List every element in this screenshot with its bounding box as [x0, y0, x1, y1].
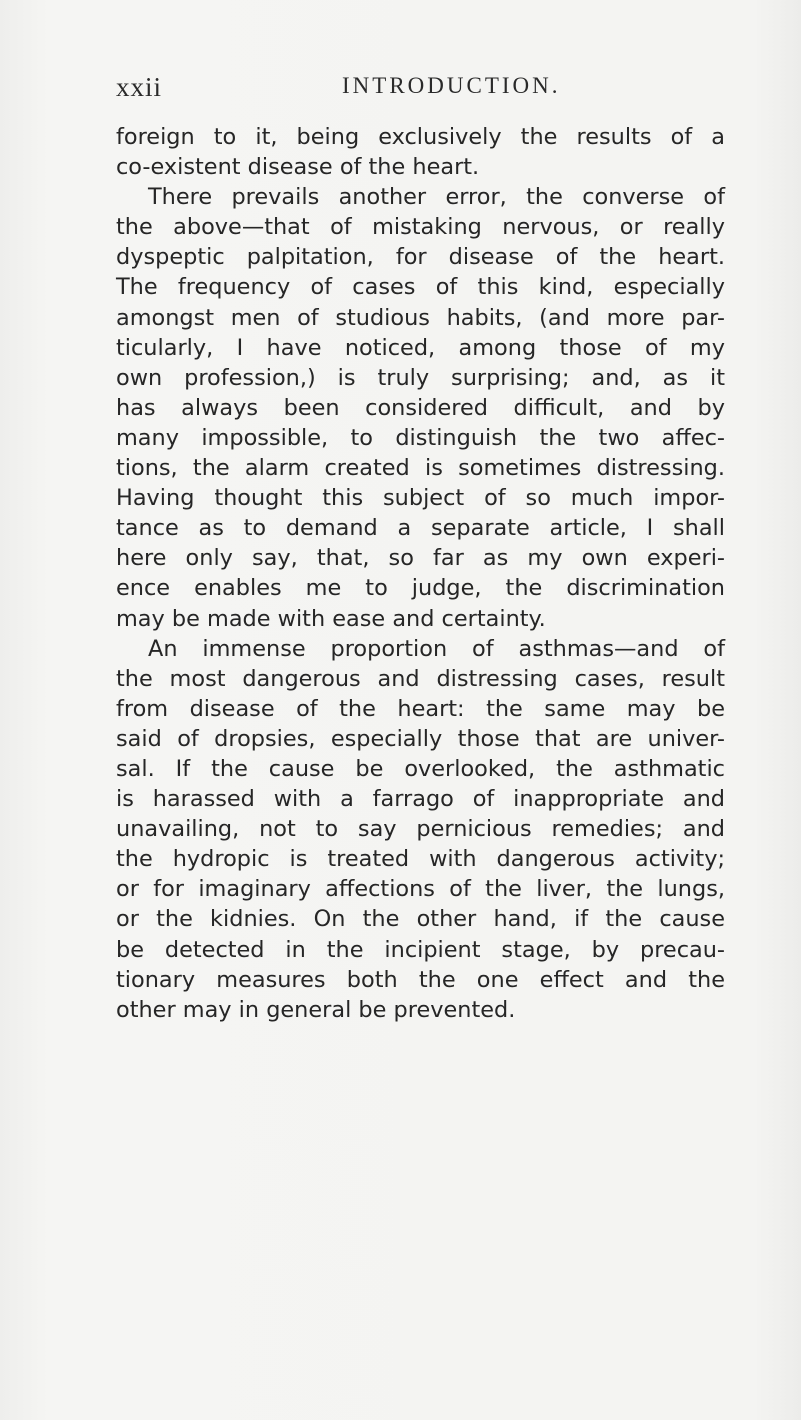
text-line: foreign to it, being exclusively the results of a — [116, 124, 725, 150]
paragraph-first-line: An immense proportion of asthmas—and of — [148, 635, 725, 662]
text-line: from disease of the heart: the same may be — [116, 695, 725, 722]
text-line: is harassed with a farrago of inappropriate and — [116, 786, 725, 813]
text-line: the above—that of mistaking nervous, or really — [116, 214, 725, 241]
text-line: said of dropsies, especially those that are univer- — [116, 725, 725, 752]
chapter-title: INTRODUCTION. — [342, 73, 561, 98]
text-line: ticularly, I have noticed, among those of my — [116, 334, 725, 361]
text-line: has always been considered difficult, and by — [116, 394, 725, 421]
text-line: other may in general be prevented. — [116, 996, 516, 1023]
text-line: unavailing, not to say pernicious remedies; and — [116, 816, 725, 843]
text-line: be detected in the incipient stage, by precau- — [116, 936, 725, 963]
text-line: the most dangerous and distressing cases, result — [116, 665, 725, 692]
text-line: ence enables me to judge, the discrimination — [116, 575, 725, 602]
running-head — [116, 72, 716, 106]
paragraph-first-line: There prevails another error, the converse of — [148, 184, 725, 211]
text-line: tionary measures both the one effect and the — [116, 966, 725, 993]
text-line: or for imaginary affections of the liver, the lungs, — [116, 876, 725, 903]
text-line: sal. If the cause be overlooked, the asthmatic — [116, 755, 725, 782]
text-line: may be made with ease and certainty. — [116, 605, 546, 632]
text-line: Having thought this subject of so much impor- — [116, 485, 725, 512]
text-line: the hydropic is treated with dangerous activity; — [116, 846, 725, 873]
text-line: co-existent disease of the heart. — [116, 154, 480, 181]
text-line: many impossible, to distinguish the two affec- — [116, 424, 725, 451]
text-line: The frequency of cases of this kind, especially — [116, 274, 725, 301]
text-line: tions, the alarm created is sometimes distressing. — [116, 455, 725, 482]
text-line: here only say, that, so far as my own experi- — [116, 545, 725, 572]
body-text — [116, 122, 725, 1025]
page-number: xxii — [116, 72, 163, 102]
text-line: amongst men of studious habits, (and more par- — [116, 304, 725, 331]
text-line: or the kidnies. On the other hand, if the cause — [116, 906, 725, 933]
text-line: dyspeptic palpitation, for disease of the heart. — [116, 244, 725, 271]
text-line: tance as to demand a separate article, I shall — [116, 515, 725, 542]
text-line: own profession,) is truly surprising; and, as it — [116, 364, 725, 391]
